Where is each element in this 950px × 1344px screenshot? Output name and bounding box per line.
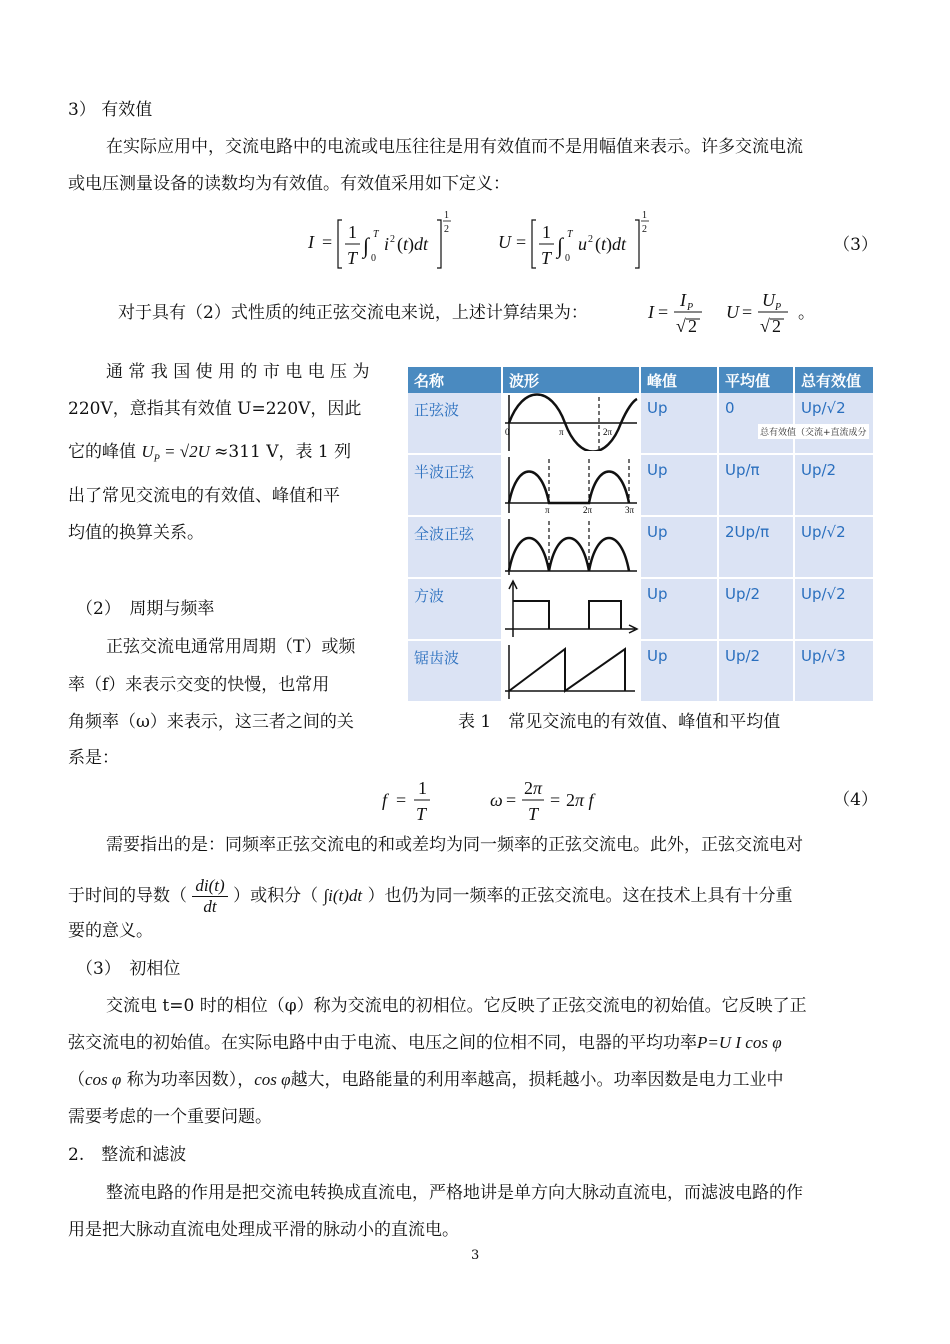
svg-text:0: 0: [565, 253, 570, 264]
svg-text:=: =: [322, 232, 333, 252]
text-fragment: ≈311 V，表 1 列: [214, 442, 352, 462]
row-peak: Up: [640, 454, 718, 516]
half-wave-graphic: [502, 454, 640, 516]
row-average: 0: [718, 393, 794, 454]
table-row: [408, 454, 874, 516]
svg-text:2: 2: [444, 224, 449, 235]
row-rms: Up/√2: [794, 516, 874, 578]
table-row: [408, 516, 874, 578]
paragraph-line: 要的意义。: [68, 921, 153, 941]
svg-text:3π: 3π: [625, 505, 635, 513]
svg-text:2: 2: [642, 224, 647, 235]
header-name: 名称: [408, 367, 502, 393]
row-rms: Up/√2: [794, 393, 874, 454]
row-rms: Up/2: [794, 454, 874, 516]
header-rms: 总有效值: [794, 367, 874, 393]
sine-wave-graphic: [502, 393, 640, 454]
svg-text:2: 2: [688, 316, 697, 336]
svg-text:∫: ∫: [557, 233, 564, 258]
paragraph-line: 出了常见交流电的有效值、峰值和平: [68, 486, 340, 506]
svg-text:1: 1: [444, 210, 449, 221]
row-peak: Up: [640, 640, 718, 702]
row-average: Up/2: [718, 578, 794, 640]
row-name: 半波正弦: [408, 454, 502, 516]
square-wave-graphic: [502, 578, 640, 640]
text-fragment: 越大，电路能量的利用率越高，损耗越小。功率因数是电力工业中: [290, 1070, 784, 1090]
row-average: Up/π: [718, 454, 794, 516]
svg-text:2π f: 2π f: [566, 790, 594, 810]
paragraph-line: 交流电 t=0 时的相位（φ）称为交流电的初相位。它反映了正弦交流电的初始值。它反映了正: [106, 996, 807, 1016]
svg-text:I: I: [680, 290, 686, 310]
paragraph-line: 对于具有（2）式性质的纯正弦交流电来说，上述计算结果为：: [118, 303, 588, 323]
full-wave-graphic: [502, 516, 640, 578]
equation-3: [300, 208, 660, 279]
section-title-rectification: 2. 整流和滤波: [68, 1145, 187, 1165]
paragraph-line: 通 常 我 国 使 用 的 市 电 电 压 为: [106, 362, 370, 382]
row-rms: Up/√3: [794, 640, 874, 702]
row-name: 锯齿波: [408, 640, 502, 702]
svg-text:=: =: [742, 302, 753, 322]
header-peak: 峰值: [640, 367, 718, 393]
svg-text:0: 0: [371, 253, 376, 264]
equation-4: [378, 774, 618, 833]
svg-text:ω: ω: [490, 790, 503, 810]
equation-number: （4）: [833, 790, 878, 810]
table-header-row: [408, 367, 874, 393]
svg-text:T: T: [528, 804, 539, 824]
row-peak: Up: [640, 578, 718, 640]
paragraph-line: [68, 1032, 782, 1054]
paragraph-line: 在实际应用中，交流电路中的电流或电压往往是用有效值而不是用幅值来表示。许多交流电流: [106, 137, 803, 157]
section-title-period-frequency: （2） 周期与频率: [76, 599, 215, 619]
svg-text:√: √: [760, 316, 770, 336]
page-number: 3: [471, 1248, 480, 1263]
svg-text:P: P: [687, 302, 694, 313]
svg-text:2π: 2π: [583, 505, 593, 513]
table-row: [408, 578, 874, 640]
paragraph-line: 需要指出的是：同频率正弦交流电的和或差均为同一频率的正弦交流电。此外，正弦交流电对: [106, 835, 803, 855]
row-name: 正弦波: [408, 393, 502, 454]
formula-peak: $U_P = √2U$: [141, 442, 215, 465]
row-rms: Up/√2: [794, 578, 874, 640]
svg-text:I: I: [648, 302, 654, 322]
paragraph-line: 率（f）来表示交变的快慢，也常用: [68, 675, 330, 695]
svg-text:i: i: [384, 234, 390, 254]
svg-text:2: 2: [772, 316, 781, 336]
derivative-formula: $\frac{di(t)}{dt}$: [192, 876, 227, 917]
svg-text:=: =: [550, 790, 561, 810]
svg-text:f: f: [382, 790, 388, 810]
punctuation: 。: [798, 303, 815, 323]
text-fragment: ）或积分（: [233, 886, 319, 906]
svg-text:1: 1: [542, 222, 551, 242]
sawtooth-wave-graphic: [502, 640, 640, 702]
paragraph-line: 系是：: [68, 748, 119, 768]
formula-fragment: cos φ: [254, 1070, 291, 1089]
svg-text:1: 1: [348, 222, 357, 242]
paragraph-line: [68, 876, 793, 917]
text-fragment: 它的峰值: [68, 442, 136, 462]
formula-rms-results: [646, 290, 796, 343]
svg-text:T: T: [416, 804, 427, 824]
paragraph-line: 用是把大脉动直流电处理成平滑的脉动小的直流电。: [68, 1220, 459, 1240]
text-fragment: 于时间的导数（: [68, 886, 187, 906]
svg-text:=: =: [516, 232, 527, 252]
svg-text:T: T: [373, 229, 379, 240]
formula-fragment: cos φ: [85, 1070, 122, 1089]
integral-formula: ∫i(t)dt: [323, 886, 363, 905]
svg-text:T: T: [347, 248, 358, 268]
svg-text:=: =: [658, 302, 669, 322]
table-caption: 表 1 常见交流电的有效值、峰值和平均值: [458, 712, 781, 732]
paragraph-line: 220V，意指其有效值 U=220V，因此: [68, 399, 362, 419]
svg-text:π: π: [559, 427, 564, 437]
row-average: Up/2: [718, 640, 794, 702]
equation-number: （3）: [833, 235, 878, 255]
paragraph-line: 正弦交流电通常用周期（T）或频: [106, 637, 356, 657]
paragraph-line: 角频率（ω）来表示，这三者之间的关: [68, 712, 354, 732]
paragraph-line: [68, 441, 351, 470]
svg-text:2: 2: [390, 234, 395, 245]
text-fragment: ）也仍为同一频率的正弦交流电。这在技术上具有十分重: [367, 886, 793, 906]
svg-text:T: T: [541, 248, 552, 268]
svg-text:∫: ∫: [363, 233, 370, 258]
svg-text:u: u: [578, 234, 587, 254]
svg-text:1: 1: [642, 210, 647, 221]
paragraph-line: 均值的换算关系。: [68, 523, 204, 543]
svg-text:P: P: [775, 302, 782, 313]
text-fragment: （: [68, 1070, 85, 1090]
section-title-initial-phase: （3） 初相位: [76, 959, 181, 979]
table-row: [408, 640, 874, 702]
row-average: 2Up/π: [718, 516, 794, 578]
svg-text:2π: 2π: [603, 427, 613, 437]
paragraph-line: 整流电路的作用是把交流电转换成直流电，严格地讲是单方向大脉动直流电，而滤波电路的作: [106, 1183, 803, 1203]
svg-text:2: 2: [588, 234, 593, 245]
svg-text:=: =: [506, 790, 517, 810]
svg-text:(t)dt: (t)dt: [595, 234, 627, 254]
svg-text:=: =: [396, 790, 407, 810]
rms-tooltip-note: 总有效值（交流+直流成分: [758, 424, 869, 439]
svg-text:1: 1: [418, 778, 427, 798]
text-fragment: 称为功率因数），: [121, 1070, 255, 1090]
row-peak: Up: [640, 516, 718, 578]
svg-text:√: √: [676, 316, 686, 336]
paragraph-line: [68, 1069, 784, 1091]
row-peak: Up: [640, 393, 718, 454]
svg-text:T: T: [567, 229, 573, 240]
svg-text:2π: 2π: [524, 778, 543, 798]
svg-text:I: I: [308, 232, 314, 252]
header-average: 平均值: [718, 367, 794, 393]
header-waveform: 波形: [502, 367, 640, 393]
svg-text:π: π: [545, 505, 550, 513]
text-fragment: 弦交流电的初始值。在实际电路中由于电流、电压之间的位相不同，电器的平均功率: [68, 1033, 697, 1053]
section-title-effective-value: 3） 有效值: [68, 100, 153, 120]
svg-text:0: 0: [505, 427, 510, 437]
svg-text:U: U: [498, 232, 511, 252]
row-name: 全波正弦: [408, 516, 502, 578]
power-formula: P=U I cos φ: [697, 1033, 782, 1052]
svg-text:U: U: [726, 302, 739, 322]
svg-text:(t)dt: (t)dt: [397, 234, 429, 254]
svg-text:U: U: [762, 290, 775, 310]
row-name: 方波: [408, 578, 502, 640]
waveform-table: [408, 367, 875, 703]
paragraph-line: 需要考虑的一个重要问题。: [68, 1107, 272, 1127]
paragraph-line: 或电压测量设备的读数均为有效值。有效值采用如下定义：: [68, 174, 510, 194]
